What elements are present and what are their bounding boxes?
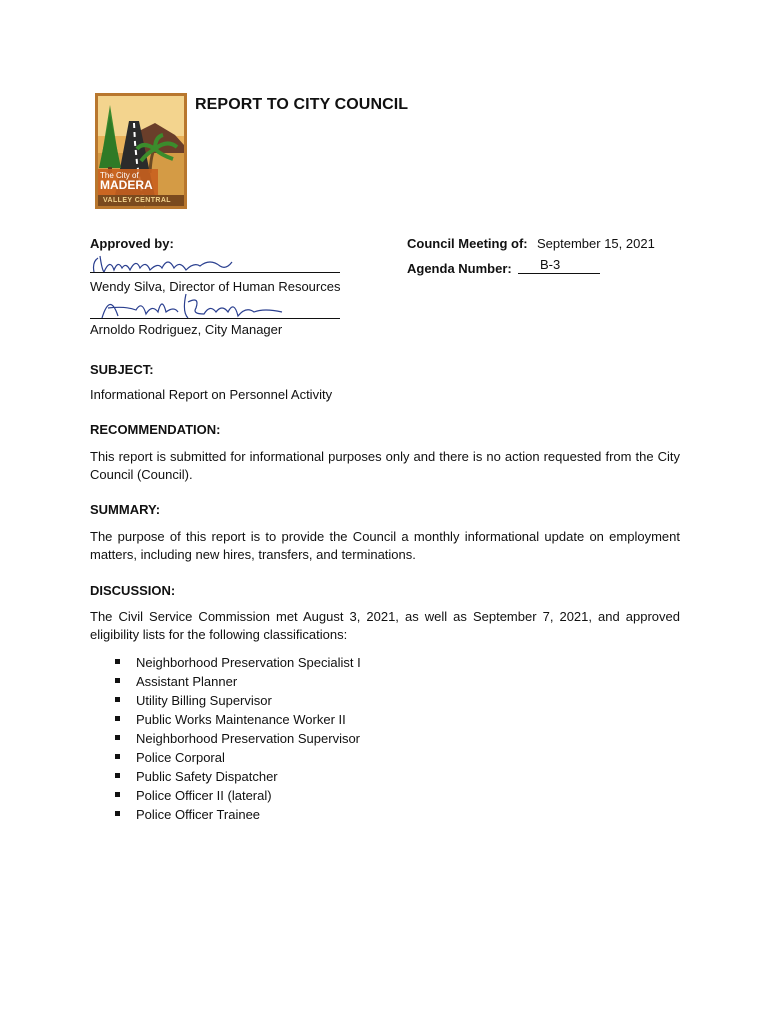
logo-text-line3: VALLEY CENTRAL [103, 197, 171, 204]
classification-list [90, 653, 590, 824]
summary-text: The purpose of this report is to provide the Council a monthly informational update on employment matters, including new hires, transfers, and terminations. [90, 529, 680, 562]
subject-heading: SUBJECT: [90, 362, 154, 377]
logo-text-line2: MADERA [100, 178, 153, 192]
page-title: REPORT TO CITY COUNCIL [195, 96, 409, 113]
city-logo [95, 93, 187, 209]
list-item: Police Corporal [90, 748, 590, 767]
approved-by-label: Approved by: [90, 236, 174, 251]
signature-line-1 [90, 272, 340, 273]
subject-text: Informational Report on Personnel Activity [90, 387, 333, 402]
list-item: Neighborhood Preservation Specialist I [90, 653, 590, 672]
agenda-number-value: B-3 [540, 257, 561, 272]
list-item: Police Officer II (lateral) [90, 786, 590, 805]
agenda-number-label: Agenda Number: [407, 261, 512, 276]
signer-1-name: Wendy Silva, Director of Human Resources [90, 279, 341, 294]
summary-heading: SUMMARY: [90, 502, 161, 517]
list-item: Public Works Maintenance Worker II [90, 710, 590, 729]
council-meeting-date: September 15, 2021 [537, 236, 655, 251]
list-item: Public Safety Dispatcher [90, 767, 590, 786]
list-item: Utility Billing Supervisor [90, 691, 590, 710]
discussion-text: The Civil Service Commission met August 3, 2021, as well as September 7, 2021, and approved eligibility lists for the following classifications: [90, 609, 680, 642]
list-item: Assistant Planner [90, 672, 590, 691]
recommendation-text: This report is submitted for informational purposes only and there is no action requested from the City Council (Council). [90, 449, 680, 482]
recommendation-heading: RECOMMENDATION: [90, 422, 221, 437]
agenda-number-line [518, 273, 600, 274]
discussion-heading: DISCUSSION: [90, 583, 176, 598]
list-item: Neighborhood Preservation Supervisor [90, 729, 590, 748]
council-meeting-label: Council Meeting of: [407, 236, 528, 251]
signature-line-2 [90, 318, 340, 319]
list-item: Police Officer Trainee [90, 805, 590, 824]
signer-2-name: Arnoldo Rodriguez, City Manager [90, 322, 283, 337]
logo-text-line1: The City of [100, 171, 139, 180]
